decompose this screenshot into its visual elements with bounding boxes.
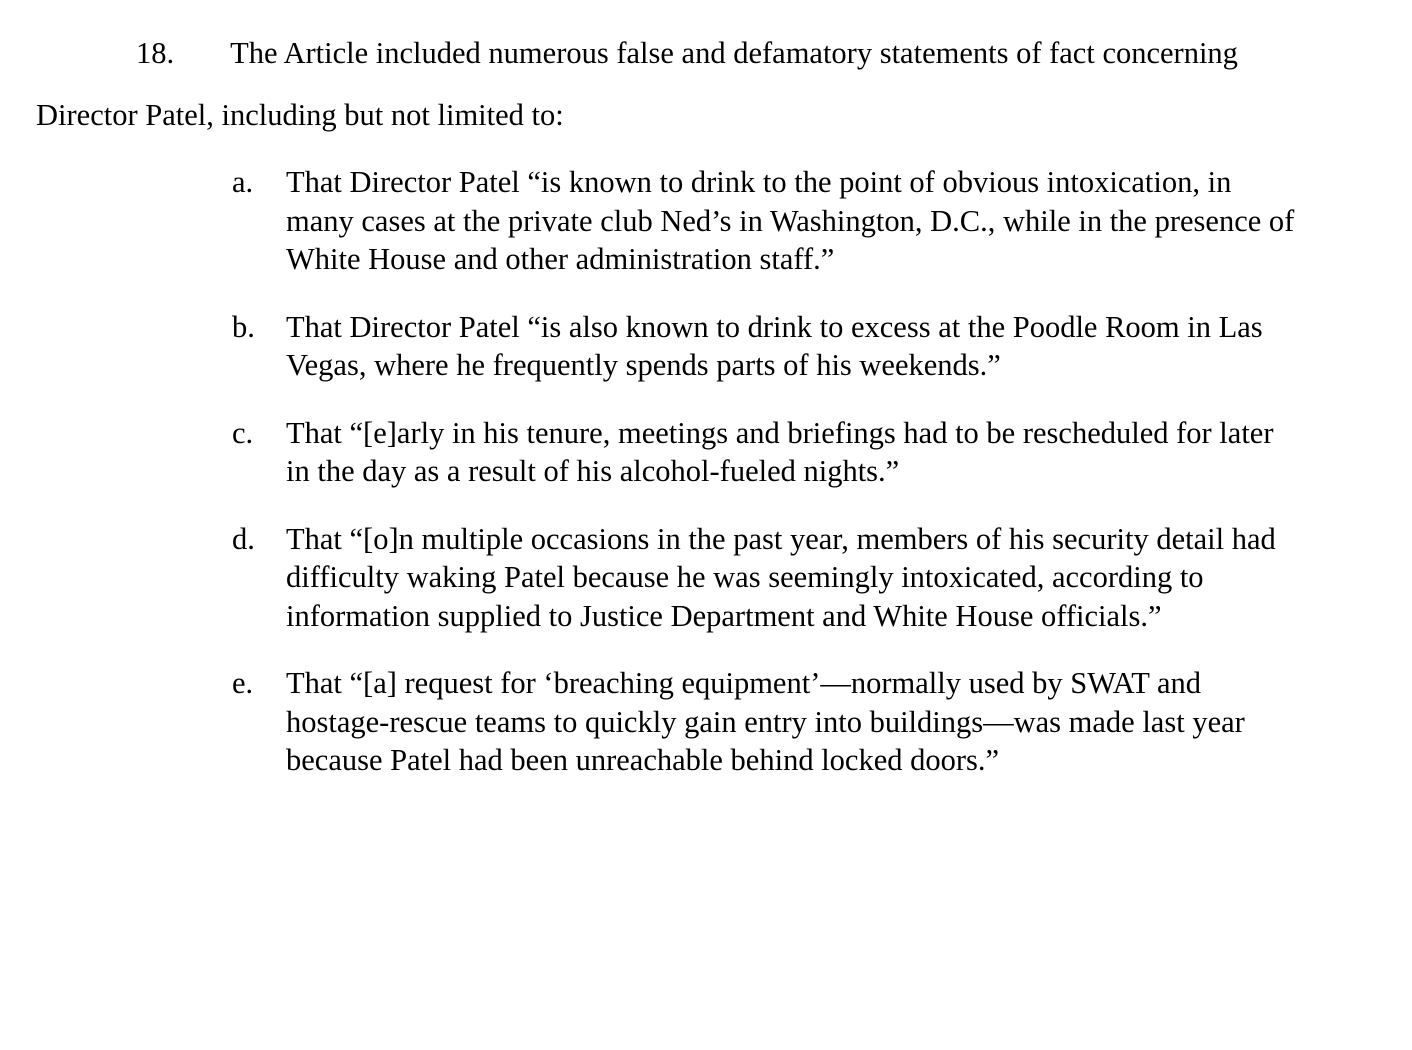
list-item-marker: b.	[232, 309, 255, 344]
paragraph-text: The Article included numerous false and defamatory statements of fact concerning Director Patel, including but not limited to:	[36, 36, 1238, 132]
list-item	[228, 664, 1298, 780]
list-item-text: That Director Patel “is also known to drink to excess at the Poodle Room in Las Vegas, where he frequently spends parts of his weekends.”	[286, 309, 1263, 382]
list-item-marker: c.	[232, 415, 254, 450]
numbered-paragraph	[36, 22, 1304, 146]
list-item-marker: e.	[232, 666, 254, 700]
list-item-text: That Director Patel “is known to drink to the point of obvious intoxication, in many cases at the private club Ned’s in Washington, D.C., while in the presence of White House and other administration staff.”	[286, 165, 1295, 276]
list-item	[228, 414, 1298, 491]
list-item	[228, 308, 1298, 385]
paragraph-number: 18.	[136, 36, 175, 70]
list-item-marker: d.	[232, 521, 255, 556]
list-item-marker: a.	[232, 165, 254, 199]
list-item	[228, 520, 1298, 636]
list-item-text: That “[a] request for ‘breaching equipment’—normally used by SWAT and hostage-rescue teams to quickly gain entry into buildings—was made last year because Patel had been unreachable behind locked doors.”	[286, 666, 1245, 777]
list-item	[228, 163, 1298, 279]
lettered-list	[228, 163, 1298, 809]
list-item-text: That “[o]n multiple occasions in the past year, members of his security detail had difficulty waking Patel because he was seemingly intoxicated, according to information supplied to Justice Department and White House officials.”	[286, 521, 1276, 633]
list-item-text: That “[e]arly in his tenure, meetings and briefings had to be rescheduled for later in the day as a result of his alcohol-fueled nights.”	[286, 415, 1274, 488]
